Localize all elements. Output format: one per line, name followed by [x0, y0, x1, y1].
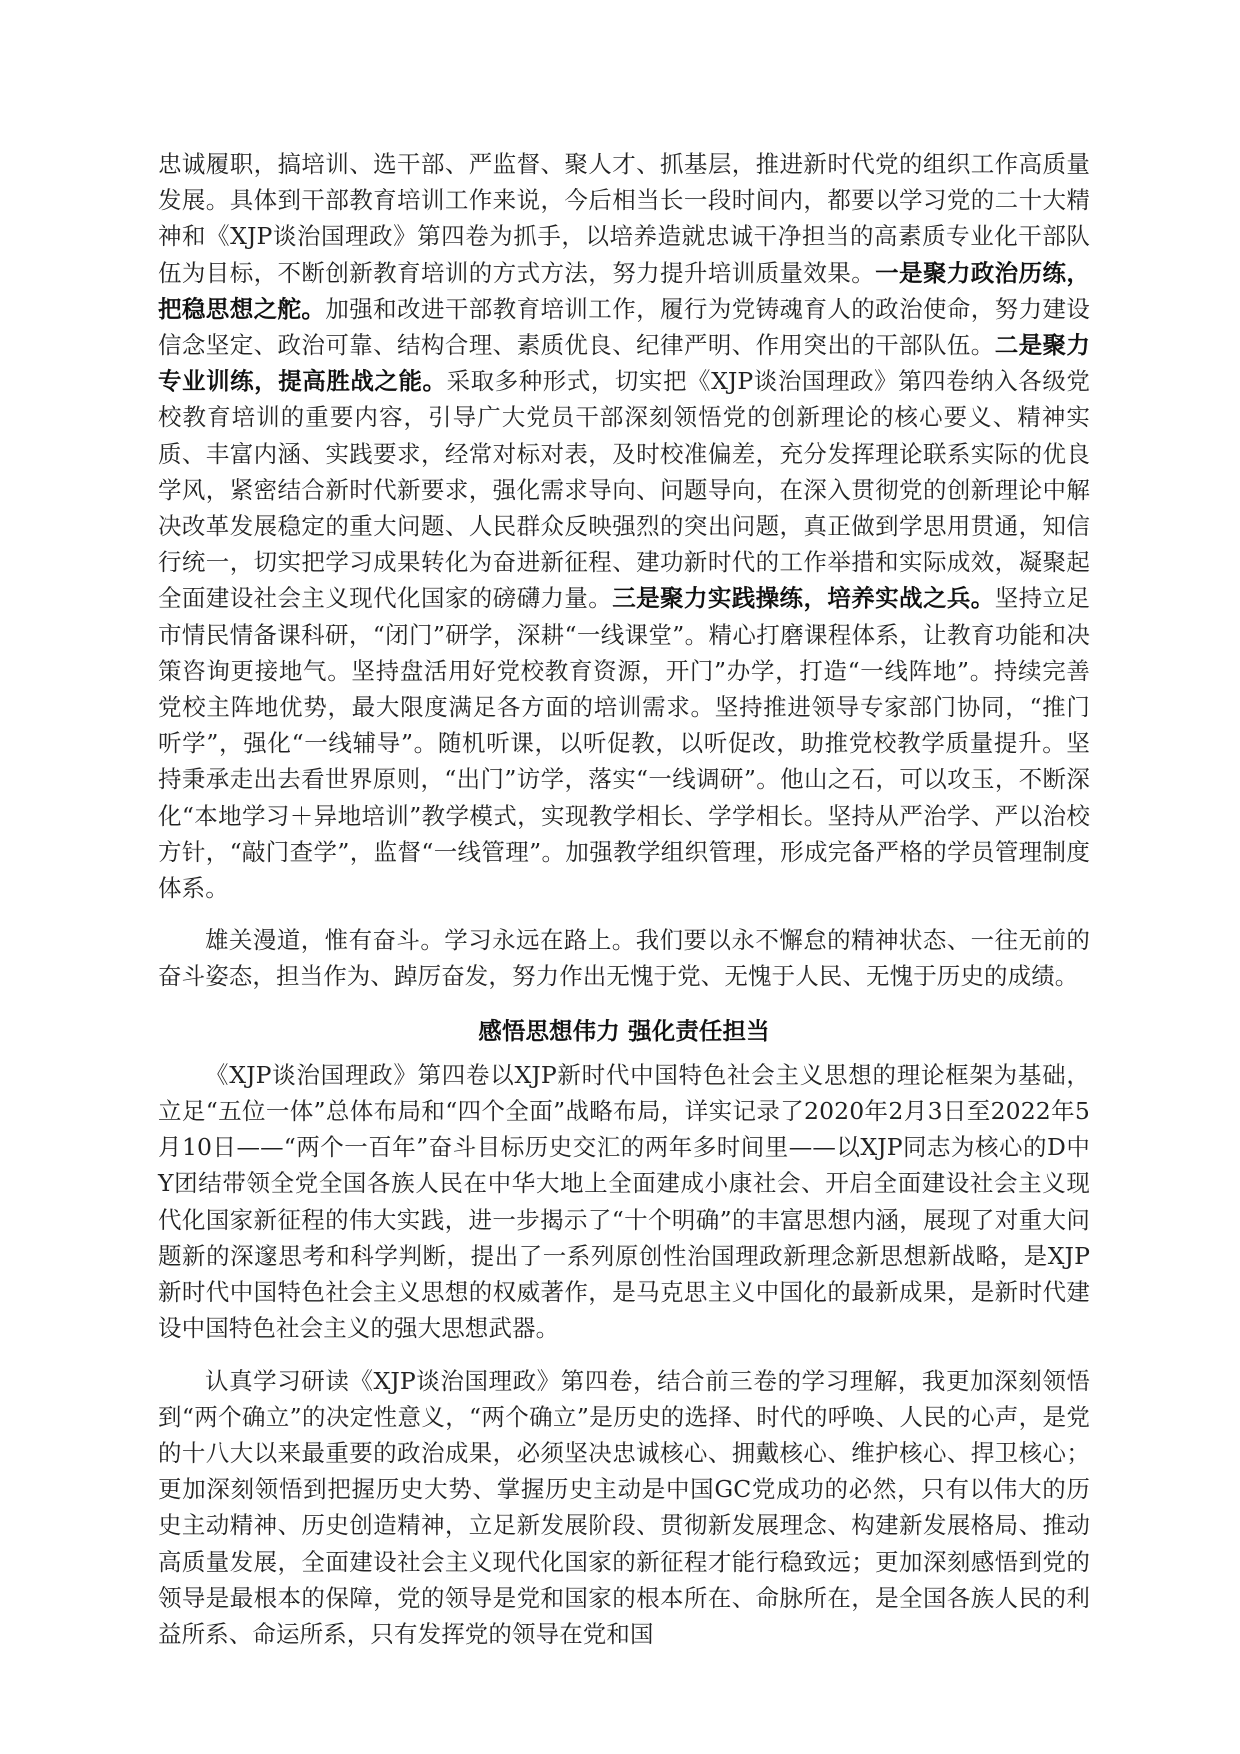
paragraph-study-reflection: 认真学习研读《XJP谈治国理政》第四卷，结合前三卷的学习理解，我更加深刻领悟到“两个确立”的决定性意义，“两个确立”是历史的选择、时代的呼唤、人民的心声，是党的十八大以来最重要的政治成果，必须坚决忠诚核心、拥戴核心、维护核心、捍卫核心；更加深刻领悟到把握历史大势、掌握历史主动是中国GC党成功的必然，只有以伟大的历史主动精神、历史创造精神，立足新发展阶段、贯彻新发展理念、构建新发展格局、推动高质量发展，全面建设社会主义现代化国家的新征程才能行稳致远；更加深刻感悟到党的领导是最根本的保障，党的领导是党和国家的根本所在、命脉所在，是全国各族人民的利益所系、命运所系，只有发挥党的领导在党和国: [158, 1366, 1090, 1648]
paragraph-text: 采取多种形式，切实把《XJP谈治国理政》第四卷纳入各级党校教育培训的重要内容，引导广大党员干部深刻领悟党的创新理论的核心要义、精神实质、丰富内涵、实践要求，经常对标对表，及时校准偏差，充分发挥理论联系实际的优良学风，紧密结合新时代新要求，强化需求导向、问题导向，在深入贯彻党的创新理论中解决改革发展稳定的重大问题、人民群众反映强烈的突出问题，真正做到学思用贯通，知信行统一，切实把学习成果转化为奋进新征程、建功新时代的工作举措和实际成效，凝聚起全面建设社会主义现代化国家的磅礴力量。: [158, 367, 1090, 613]
paragraph-text: 坚持立足市情民情备课科研，“闭门”研学，深耕“一线课堂”。精心打磨课程体系，让教育功能和决策咨询更接地气。坚持盘活用好党校教育资源，开门”办学，打造“一线阵地”。持续完善党校主阵地优势，最大限度满足各方面的培训需求。坚持推进领导专家部门协同，“推门听学”，强化“一线辅导”。随机听课，以听促教，以听促改，助推党校教学质量提升。坚持秉承走出去看世界原则，“出门”访学，落实“一线调研”。他山之石，可以攻玉，不断深化“本地学习＋异地培训”教学模式，实现教学相长、学学相长。坚持从严治学、严以治校方针，“敲门查学”，监督“一线管理”。加强教学组织管理，形成完备严格的学员管理制度体系。: [158, 584, 1091, 903]
paragraph-training-work: [158, 146, 1090, 906]
bold-point-two: 二是聚力专业训练，提高胜战之能。: [158, 331, 1091, 396]
bold-point-three: 三是聚力实践操练，培养实战之兵。: [612, 584, 995, 613]
paragraph-text: 忠诚履职，搞培训、选干部、严监督、聚人才、抓基层，推进新时代党的组织工作高质量发展。具体到干部教育培训工作来说，今后相当长一段时间内，都要以学习党的二十大精神和《XJP谈治国理政》第四卷为抓手，以培养造就忠诚干净担当的高素质专业化干部队伍为目标，不断创新教育培训的方式方法，努力提升培训质量效果。: [158, 150, 1090, 287]
section-heading: 感悟思想伟力 强化责任担当: [478, 1016, 770, 1045]
paragraph-text: 加强和改进干部教育培训工作，履行为党铸魂育人的政治使命，努力建设信念坚定、政治可靠、结构合理、素质优良、纪律严明、作用突出的干部队伍。: [158, 294, 1091, 360]
bold-point-one: 一是聚力政治历练，把稳思想之舵。: [158, 258, 1090, 323]
paragraph-conclusion: 雄关漫道，惟有奋斗。学习永远在路上。我们要以永不懈怠的精神状态、一往无前的奋斗姿态，担当作为、踔厉奋发，努力作出无愧于党、无愧于人民、无愧于历史的成绩。: [158, 926, 1090, 991]
paragraph-volume-intro: 《XJP谈治国理政》第四卷以XJP新时代中国特色社会主义思想的理论框架为基础，立足“五位一体”总体布局和“四个全面”战略布局，详实记录了2020年2月3日至2022年5月10日——“两个一百年”奋斗目标历史交汇的两年多时间里——以XJP同志为核心的D中Y团结带领全党全国各族人民在中华大地上全面建成小康社会、开启全面建设社会主义现代化国家新征程的伟大实践，进一步揭示了“十个明确”的丰富思想内涵，展现了对重大问题新的深邃思考和科学判断，提出了一系列原创性治国理政新理念新思想新战略，是XJP新时代中国特色社会主义思想的权威著作，是马克思主义中国化的最新成果，是新时代建设中国特色社会主义的强大思想武器。: [158, 1060, 1090, 1343]
document-page: [158, 146, 1090, 1652]
